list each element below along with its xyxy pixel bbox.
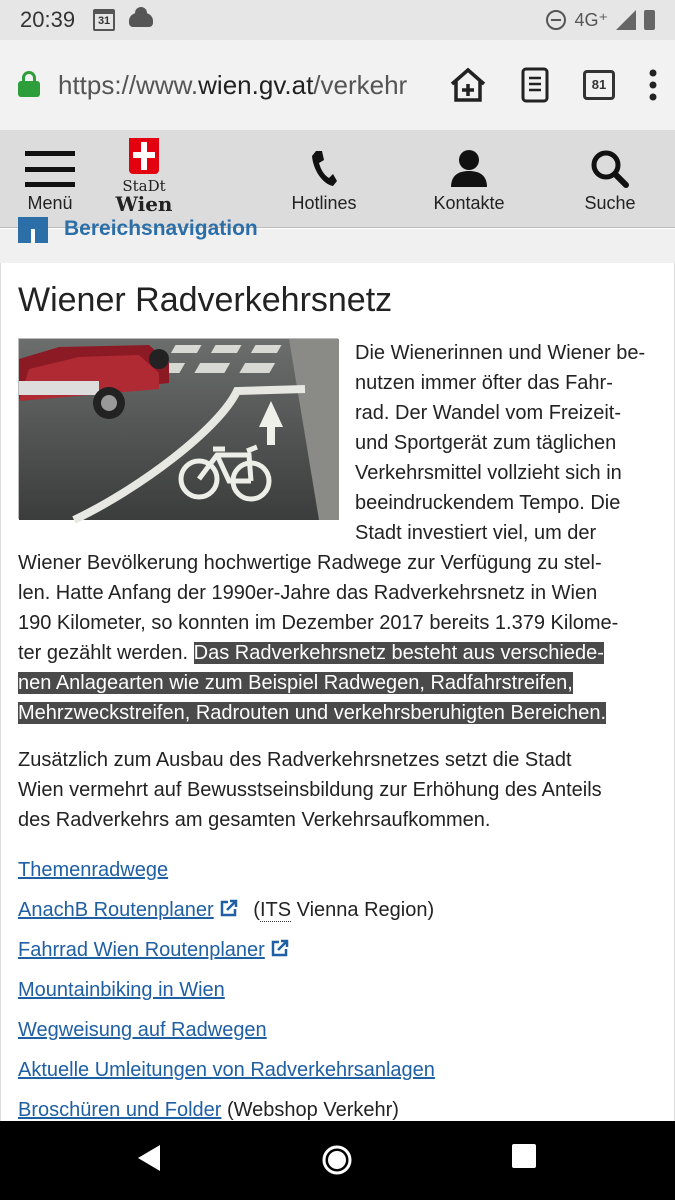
list-item — [18, 895, 658, 935]
site-header — [0, 130, 675, 228]
text-line: Zusätzlich zum Ausbau des Radverkehrsnetzes setzt die Stadt — [18, 749, 572, 771]
link-themenradwege[interactable]: Themenradwege — [18, 859, 169, 881]
url-scheme: https://www. — [58, 69, 199, 100]
text-line: und Sportgerät zum täglichen — [355, 432, 617, 454]
text-line: des Radverkehrs am gesamten Verkehrsaufkommen. — [18, 809, 491, 831]
logo-text-wien: Wien — [115, 192, 173, 216]
highlighted-text: Das Radverkehrsnetz besteht aus verschiede- — [193, 642, 604, 664]
link-note-text: Vienna Region) — [291, 899, 435, 921]
suche-label: Suche — [584, 193, 636, 213]
phone-icon — [310, 149, 338, 187]
expand-icon — [18, 217, 48, 243]
text-line — [18, 668, 658, 698]
text-line: Stadt investiert viel, um der — [355, 522, 597, 544]
wien-shield-icon — [129, 138, 159, 174]
intro-paragraph — [18, 338, 658, 728]
link-fahrrad-wien-routenplaner[interactable]: Fahrrad Wien Routenplaner — [18, 939, 265, 961]
list-item — [18, 935, 658, 975]
text-line — [18, 698, 658, 728]
url-host: wien.gv.at — [198, 69, 314, 100]
home-icon[interactable] — [320, 1143, 354, 1182]
hamburger-icon — [25, 151, 75, 187]
text-line: rad. Der Wandel vom Freizeit- — [355, 402, 621, 424]
text-line: 190 Kilometer, so konnten im Dezember 2017 bereits 1.379 Kilome- — [18, 612, 619, 634]
clock: 20:39 — [20, 7, 76, 32]
search-icon — [590, 149, 630, 187]
bereichsnavigation-bar[interactable] — [0, 217, 675, 263]
link-anachb-routenplaner[interactable]: AnachB Routenplaner — [18, 899, 214, 921]
bereichsnavigation-label[interactable]: Bereichsnavigation — [64, 217, 258, 240]
link-note: (Webshop Verkehr) — [221, 1099, 399, 1121]
kontakte-label: Kontakte — [433, 193, 505, 213]
text-line: nutzen immer öfter das Fahr- — [355, 372, 613, 394]
highlighted-text: Mehrzweckstreifen, Radrouten und verkehrsberuhigten Bereichen. — [18, 702, 607, 724]
home-add-icon[interactable] — [449, 67, 487, 103]
back-icon[interactable] — [136, 1143, 162, 1178]
text-line: Die Wienerinnen und Wiener be- — [355, 342, 646, 364]
kontakte-button[interactable] — [426, 130, 512, 228]
main-content — [0, 263, 675, 1121]
text-line — [18, 638, 658, 668]
person-icon — [449, 149, 489, 187]
text-line: Verkehrsmittel vollzieht sich in — [355, 462, 622, 484]
link-wegweisung[interactable]: Wegweisung auf Radwegen — [18, 1019, 267, 1041]
highlighted-text: nen Anlagearten wie zum Beispiel Radwegen, Radfahrstreifen, — [18, 672, 573, 694]
hotlines-button[interactable] — [284, 130, 364, 228]
external-link-icon — [271, 936, 289, 966]
text-line: beeindruckendem Tempo. Die — [355, 492, 621, 514]
link-list — [18, 855, 658, 1135]
link-broschueren[interactable]: Broschüren und Folder — [18, 1099, 222, 1121]
external-link-icon — [220, 896, 238, 926]
reader-icon[interactable] — [521, 67, 549, 103]
tabs-icon[interactable]: 81 — [583, 70, 615, 100]
list-item — [18, 975, 658, 1015]
status-bar — [0, 0, 675, 40]
list-item — [18, 1055, 658, 1095]
network-type: 4G⁺ — [574, 9, 608, 30]
link-mountainbiking[interactable]: Mountainbiking in Wien — [18, 979, 225, 1001]
link-umleitungen[interactable]: Aktuelle Umleitungen von Radverkehrsanlagen — [18, 1059, 435, 1081]
overflow-menu-icon[interactable] — [649, 69, 657, 101]
link-note: (ITS Vienna Region) — [253, 899, 435, 921]
signal-icon — [616, 10, 636, 30]
recents-icon[interactable] — [511, 1143, 537, 1174]
hotlines-label: Hotlines — [291, 193, 357, 213]
url-path: /verkehr — [313, 69, 408, 100]
stadt-wien-logo[interactable] — [110, 130, 178, 228]
battery-icon — [644, 10, 655, 30]
browser-toolbar — [0, 40, 675, 130]
url-field[interactable] — [58, 69, 408, 101]
lock-icon[interactable] — [18, 81, 40, 97]
system-nav-bar — [0, 1121, 675, 1200]
menu-label: Menü — [27, 193, 73, 213]
text-line: Wiener Bevölkerung hochwertige Radwege zur Verfügung zu stel- — [18, 552, 602, 574]
text-plain: ter gezählt werden. — [18, 642, 194, 664]
menu-button[interactable] — [20, 130, 80, 228]
suche-button[interactable] — [574, 130, 646, 228]
do-not-disturb-icon — [546, 10, 566, 30]
abbr-its: ITS — [259, 899, 292, 921]
page-title: Wiener Radverkehrsnetz — [18, 281, 393, 319]
list-item — [18, 855, 658, 895]
calendar-icon: 31 — [93, 9, 115, 31]
logo-text-stadt: StaDt — [122, 177, 166, 195]
second-paragraph — [18, 745, 658, 835]
cloud-icon — [129, 13, 153, 27]
text-line: len. Hatte Anfang der 1990er-Jahre das Radverkehrsnetz in Wien — [18, 582, 598, 604]
list-item — [18, 1015, 658, 1055]
text-line: Wien vermehrt auf Bewusstseinsbildung zur Erhöhung des Anteils — [18, 779, 602, 801]
